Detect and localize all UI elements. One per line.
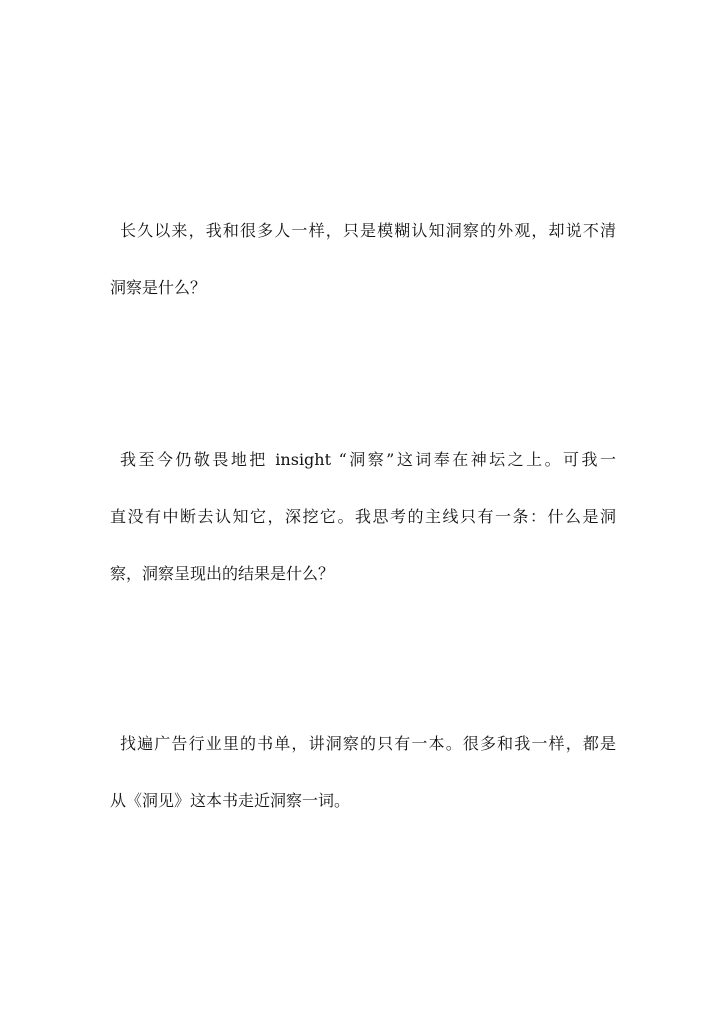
paragraph-line: 我至今仍敬畏地把 insight “洞察”这词奉在神坛之上。可我一 (120, 450, 616, 469)
paragraph-line: 直没有中断去认知它，深挖它。我思考的主线只有一条：什么是洞 (110, 507, 616, 526)
paragraph-line: 长久以来，我和很多人一样，只是模糊认知洞察的外观，却说不清 (120, 221, 616, 240)
paragraph-line: 察，洞察呈现出的结果是什么？ (110, 564, 335, 583)
paragraph-line: 从《洞见》这本书走近洞察一词。 (110, 791, 351, 810)
paragraph-line: 洞察是什么？ (110, 278, 207, 297)
paragraph-line: 找遍广告行业里的书单，讲洞察的只有一本。很多和我一样，都是 (120, 734, 616, 753)
